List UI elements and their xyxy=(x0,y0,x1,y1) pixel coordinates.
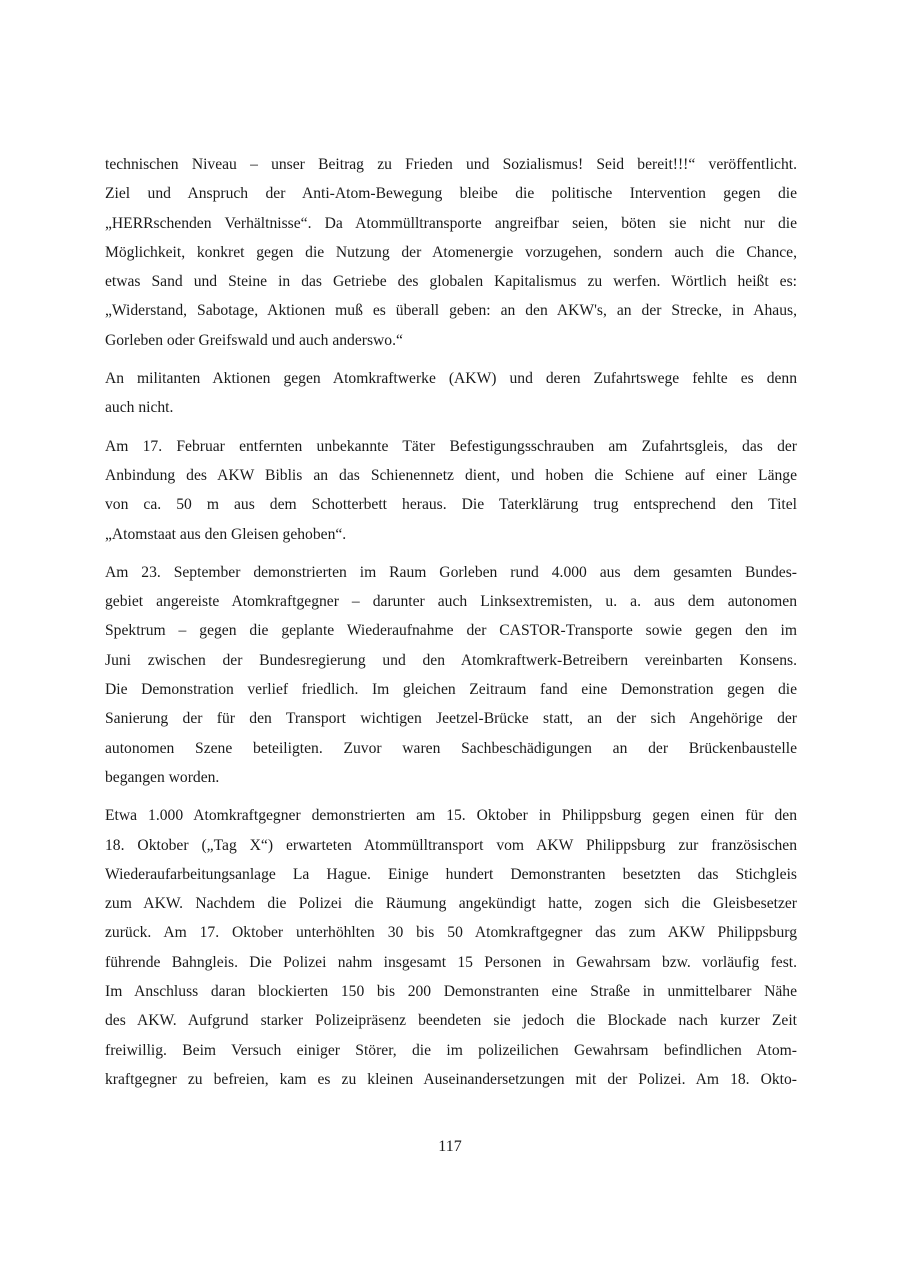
text-line: Die Demonstration verlief friedlich. Im gleichen Zeitraum fand eine Demonstration gegen die xyxy=(105,681,797,699)
text-line: Spektrum – gegen die geplante Wiederaufnahme der CASTOR-Transporte sowie gegen den im xyxy=(105,622,797,640)
text-line: Anbindung des AKW Biblis an das Schienennetz dient, und hoben die Schiene auf einer Länge xyxy=(105,466,797,484)
paragraph xyxy=(105,150,797,355)
paragraph xyxy=(105,801,797,1094)
text-line: Ziel und Anspruch der Anti-Atom-Bewegung bleibe die politische Intervention gegen die xyxy=(105,185,797,203)
text-line: freiwillig. Beim Versuch einiger Störer, die im polizeilichen Gewahrsam befindlichen Atom- xyxy=(105,1041,797,1059)
text-line: An militanten Aktionen gegen Atomkraftwerke (AKW) und deren Zufahrtswege fehlte es denn xyxy=(105,370,797,388)
text-line: begangen worden. xyxy=(105,768,220,786)
paragraph xyxy=(105,432,797,549)
text-line: Juni zwischen der Bundesregierung und den Atomkraftwerk-Betreibern vereinbarten Konsens. xyxy=(105,651,797,669)
text-line: etwas Sand und Steine in das Getriebe des globalen Kapitalismus zu werfen. Wörtlich heißt es: xyxy=(105,273,797,291)
text-line: Im Anschluss daran blockierten 150 bis 200 Demonstranten eine Straße in unmittelbarer Nähe xyxy=(105,983,797,1001)
text-line: kraftgegner zu befreien, kam es zu kleinen Auseinandersetzungen mit der Polizei. Am 18. Okto- xyxy=(105,1070,797,1088)
page-number: 117 xyxy=(438,1138,462,1155)
text-line: 18. Oktober („Tag X“) erwarteten Atommülltransport vom AKW Philippsburg zur französischen xyxy=(105,836,797,854)
text-line: zurück. Am 17. Oktober unterhöhlten 30 bis 50 Atomkraftgegner das zum AKW Philippsburg xyxy=(105,924,797,942)
text-line: Möglichkeit, konkret gegen die Nutzung der Atomenergie vorzugehen, sondern auch die Chance, xyxy=(105,243,797,261)
text-line: Wiederaufarbeitungsanlage La Hague. Einige hundert Demonstranten besetzten das Stichgleis xyxy=(105,865,797,883)
text-line: „Atomstaat aus den Gleisen gehoben“. xyxy=(105,525,347,543)
document-page xyxy=(105,150,797,1103)
text-line: „HERRschenden Verhältnisse“. Da Atommülltransporte angreifbar seien, böten sie nicht nur die xyxy=(105,214,797,232)
text-line: führende Bahngleis. Die Polizei nahm insgesamt 15 Personen in Gewahrsam bzw. vorläufig fest. xyxy=(105,953,797,971)
text-line: des AKW. Aufgrund starker Polizeipräsenz beendeten sie jedoch die Blockade nach kurzer Zeit xyxy=(105,1012,797,1030)
text-line: autonomen Szene beteiligten. Zuvor waren Sachbeschädigungen an der Brückenbaustelle xyxy=(105,739,797,757)
paragraph xyxy=(105,364,797,423)
text-line: auch nicht. xyxy=(105,399,174,417)
paragraph xyxy=(105,558,797,792)
text-line: Am 23. September demonstrierten im Raum Gorleben rund 4.000 aus dem gesamten Bundes- xyxy=(105,563,797,581)
text-line: Sanierung der für den Transport wichtigen Jeetzel-Brücke statt, an der sich Angehörige der xyxy=(105,710,797,728)
text-line: Gorleben oder Greifswald und auch anderswo.“ xyxy=(105,331,403,349)
text-line: von ca. 50 m aus dem Schotterbett heraus. Die Taterklärung trug entsprechend den Titel xyxy=(105,496,797,514)
text-line: gebiet angereiste Atomkraftgegner – darunter auch Linksextremisten, u. a. aus dem autonomen xyxy=(105,593,797,611)
text-line: zum AKW. Nachdem die Polizei die Räumung angekündigt hatte, zogen sich die Gleisbesetzer xyxy=(105,895,797,913)
text-line: technischen Niveau – unser Beitrag zu Frieden und Sozialismus! Seid bereit!!!“ veröffentlicht. xyxy=(105,156,797,173)
text-line: „Widerstand, Sabotage, Aktionen muß es überall geben: an den AKW's, an der Strecke, in Ahaus, xyxy=(105,302,797,320)
text-line: Am 17. Februar entfernten unbekannte Täter Befestigungsschrauben am Zufahrtsgleis, das der xyxy=(105,437,797,455)
text-line: Etwa 1.000 Atomkraftgegner demonstrierten am 15. Oktober in Philippsburg gegen einen für den xyxy=(105,807,797,825)
